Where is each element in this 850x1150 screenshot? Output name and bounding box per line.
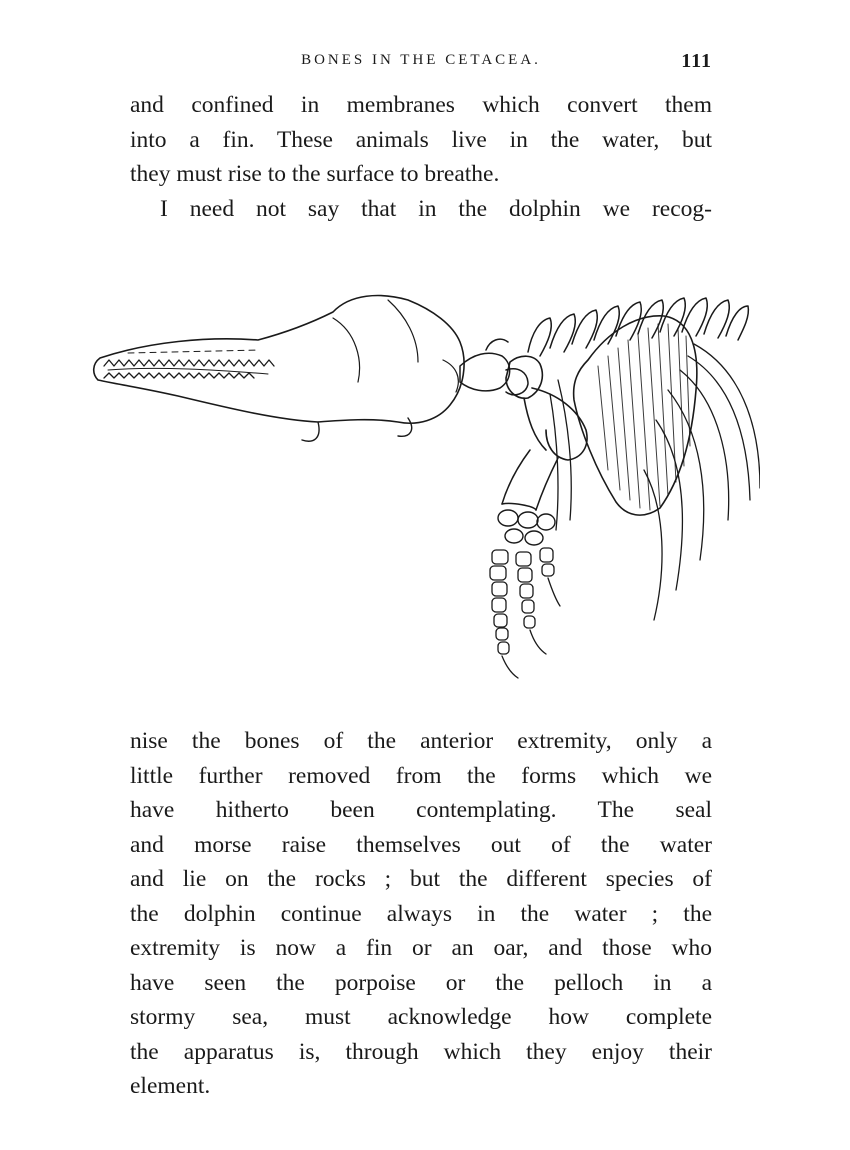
phalanges: [490, 548, 560, 678]
text-line: and lie on the rocks ; but the different species of: [130, 866, 712, 892]
carpal-bones: [498, 510, 555, 545]
dolphin-skeleton-illustration: [88, 270, 760, 690]
scapula: [574, 316, 697, 515]
text-line: nise the bones of the anterior extremity, only a: [130, 728, 712, 754]
skull: [94, 296, 464, 442]
text-line: I need not say that in the dolphin we recog-: [160, 195, 712, 222]
neck-vertebrae: [460, 339, 528, 395]
dorsal-spines: [528, 298, 748, 356]
paragraph-top: [130, 88, 712, 226]
paragraph-bottom: [130, 724, 712, 1104]
text-line: the apparatus is, through which they enjoy their: [130, 1038, 712, 1065]
text-line: stormy sea, must acknowledge how complete: [130, 1004, 712, 1030]
text-line: and confined in membranes which convert them: [130, 92, 712, 118]
forearm-bones: [502, 450, 558, 510]
humerus: [506, 356, 587, 460]
text-line: extremity is now a fin or an oar, and those who: [130, 935, 712, 961]
text-line: and morse raise themselves out of the water: [130, 831, 712, 858]
text-line: into a fin. These animals live in the water, but: [130, 126, 712, 153]
text-line: have seen the porpoise or the pelloch in a: [130, 969, 712, 996]
page-number: 111: [681, 50, 712, 72]
running-title: BONES IN THE CETACEA.: [301, 52, 541, 68]
text-line: have hitherto been contemplating. The seal: [130, 797, 712, 823]
text-line: element.: [130, 1073, 211, 1099]
text-line: the dolphin continue always in the water ; the: [130, 900, 712, 927]
text-line: they must rise to the surface to breathe.: [130, 161, 500, 187]
text-line: little further removed from the forms which we: [130, 762, 712, 789]
ribs: [550, 344, 760, 620]
running-head: [130, 50, 712, 72]
